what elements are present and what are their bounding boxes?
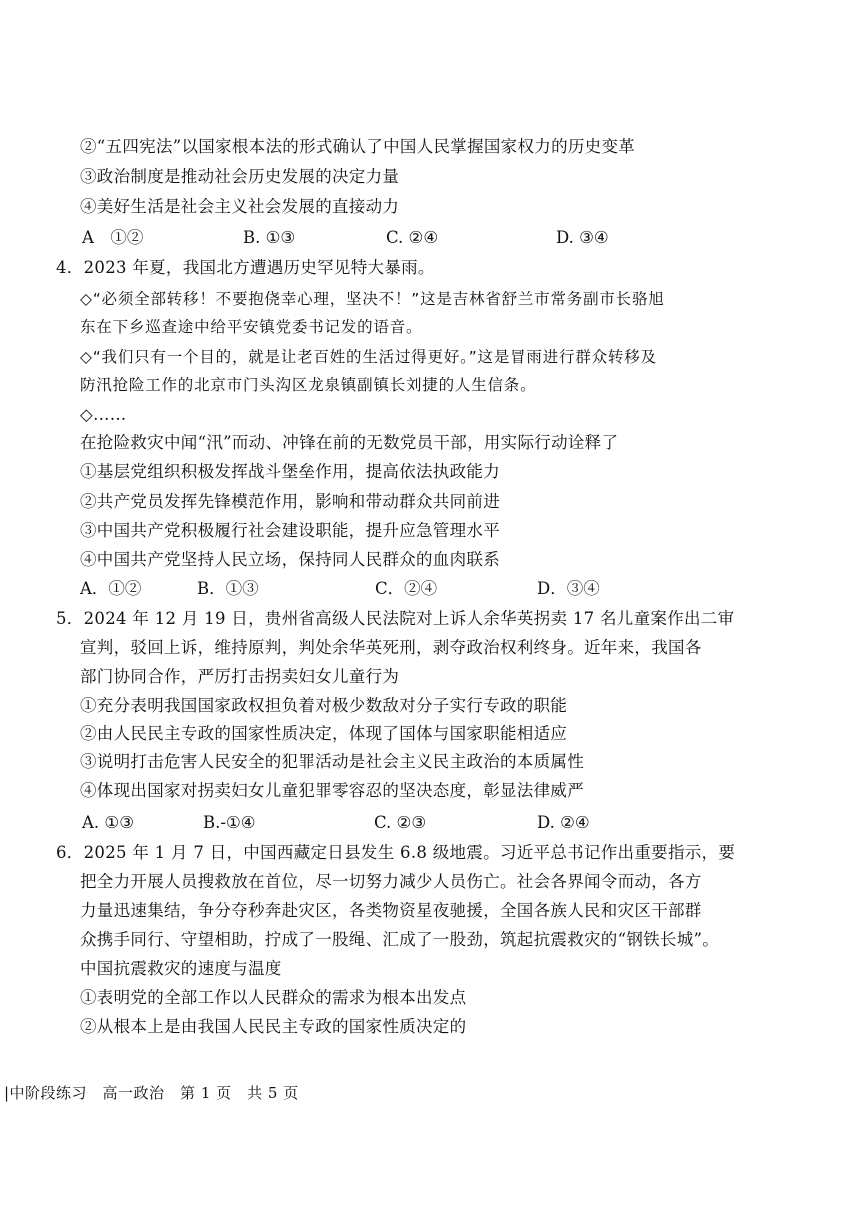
q5-stem-line-3: 部门协同合作，严厉打击拐卖妇女儿童行为: [80, 667, 400, 686]
q6-stem-line-5: 中国抗震救灾的速度与温度: [80, 959, 282, 978]
q5-option-a: A. ①③: [82, 813, 134, 832]
q4-option-a: A．①②: [80, 579, 142, 598]
q3-statement-3: ③政治制度是推动社会历史发展的决定力量: [80, 167, 400, 186]
q3-statement-4: ④美好生活是社会主义社会发展的直接动力: [80, 197, 400, 216]
q3-statement-2: ②“五四宪法”以国家根本法的形式确认了中国人民掌握国家权力的历史变革: [80, 137, 636, 156]
q6-statement-1: ①表明党的全部工作以人民群众的需求为根本出发点: [80, 988, 467, 1007]
q4-material-2-line-2: 防汛抢险工作的北京市门头沟区龙泉镇副镇长刘捷的人生信条。: [80, 376, 537, 394]
q4-material-2-line-1: ◇“我们只有一个目的，就是让老百姓的生活过得更好。”这是冒雨进行群众转移及: [80, 348, 657, 366]
q5-option-c: C. ②③: [374, 813, 427, 832]
q4-lead: 在抢险救灾中闻“汛”而动、冲锋在前的无数党员干部，用实际行动诠释了: [80, 433, 619, 452]
q3-option-a: A ①②: [82, 228, 144, 247]
q4-material-1-line-1: ◇“必须全部转移！不要抱侥幸心理，坚决不！”这是吉林省舒兰市常务副市长骆旭: [80, 290, 665, 308]
q6-stem-line-2: 把全力开展人员搜救放在首位，尽一切努力减少人员伤亡。社会各界闻令而动，各方: [80, 872, 702, 891]
q4-statement-3: ③中国共产党积极履行社会建设职能，提升应急管理水平: [80, 521, 500, 540]
q6-stem-line-3: 力量迅速集结，争分夺秒奔赴灾区，各类物资星夜驰援，全国各族人民和灾区干部群: [80, 901, 702, 920]
q3-option-c: C. ②④: [386, 228, 439, 247]
q4-stem: 4．2023 年夏，我国北方遭遇历史罕见特大暴雨。: [56, 258, 435, 277]
q4-option-c: C．②④: [375, 579, 438, 598]
q5-statement-1: ①充分表明我国国家政权担负着对极少数敌对分子实行专政的职能: [80, 696, 568, 715]
q4-option-d: D．③④: [537, 579, 600, 598]
q5-statement-2: ②由人民民主专政的国家性质决定，体现了国体与国家职能相适应: [80, 724, 568, 743]
q5-stem-line-2: 宣判，驳回上诉，维持原判，判处余华英死刑，剥夺政治权利终身。近年来，我国各: [80, 638, 702, 657]
q5-statement-3: ③说明打击危害人民安全的犯罪活动是社会主义民主政治的本质属性: [80, 752, 584, 771]
page-footer: |中阶段练习 高一政治 第 1 页 共 5 页: [4, 1084, 299, 1102]
q4-statement-2: ②共产党员发挥先锋模范作用，影响和带动群众共同前进: [80, 492, 500, 511]
q4-option-b: B．①③: [197, 579, 259, 598]
q4-statement-4: ④中国共产党坚持人民立场，保持同人民群众的血肉联系: [80, 550, 500, 569]
q4-statement-1: ①基层党组织积极发挥战斗堡垒作用，提高依法执政能力: [80, 462, 500, 481]
q5-stem-line-1: 5．2024 年 12 月 19 日，贵州省高级人民法院对上诉人余华英拐卖 17 名儿童案作出二审: [56, 609, 735, 628]
q5-option-d: D. ②④: [537, 813, 590, 832]
q5-statement-4: ④体现出国家对拐卖妇女儿童犯罪零容忍的坚决态度，彰显法律威严: [80, 781, 584, 800]
q4-material-ellipsis: ◇……: [80, 405, 127, 424]
q3-option-d: D. ③④: [556, 228, 609, 247]
q4-material-1-line-2: 东在下乡巡查途中给平安镇党委书记发的语音。: [80, 318, 423, 336]
q6-stem-line-4: 众携手同行、守望相助，拧成了一股绳、汇成了一股劲，筑起抗震救灾的“钢铁长城”。: [80, 930, 720, 949]
q3-option-b: B. ①③: [243, 228, 296, 247]
q6-statement-2: ②从根本上是由我国人民民主专政的国家性质决定的: [80, 1017, 467, 1036]
q5-option-b: B.-①④: [203, 813, 256, 832]
q6-stem-line-1: 6．2025 年 1 月 7 日，中国西藏定日县发生 6.8 级地震。习近平总书记作出重要指示，要: [56, 843, 736, 862]
